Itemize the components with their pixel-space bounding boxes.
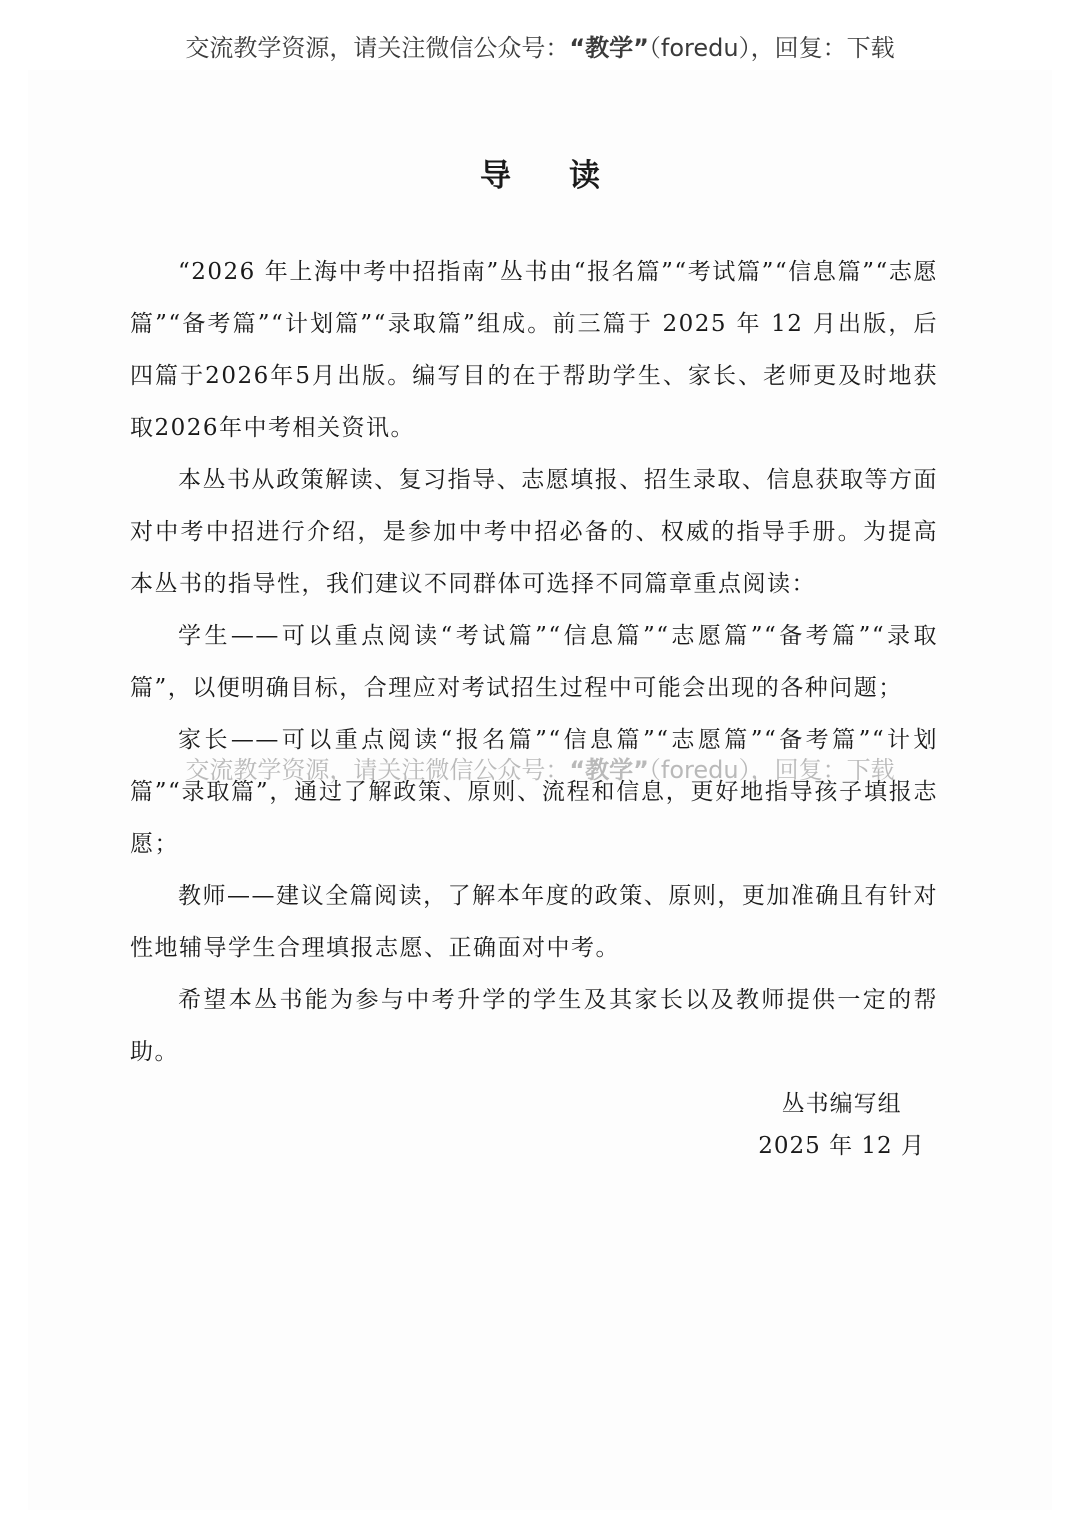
paragraph-intro: “2026 年上海中考中招指南”丛书由“报名篇”“考试篇”“信息篇”“志愿篇”“备考篇”“计划篇”“录取篇”组成。前三篇于 2025 年 12 月出版，后四篇于2026年5月出版。编写目的在于帮助学生、家长、老师更及时地获取2026年中考相关资讯。: [130, 259, 938, 441]
paragraph-closing: 希望本丛书能为参与中考升学的学生及其家长以及教师提供一定的帮助。: [130, 987, 938, 1065]
watermark-prefix: 交流教学资源，请关注微信公众号：: [185, 34, 570, 62]
signature-block: [758, 1083, 925, 1167]
watermark-top: [0, 28, 1080, 63]
watermark-prefix: 交流教学资源，请关注微信公众号：: [185, 756, 570, 784]
watermark-brand: “教学”: [569, 34, 649, 62]
paragraph-parents: 家长——可以重点阅读“报名篇”“信息篇”“志愿篇”“备考篇”“计划篇”“录取篇”，通过了解政策、原则、流程和信息，更好地指导孩子填报志愿；: [130, 727, 938, 857]
paragraph-teachers: 教师——建议全篇阅读，了解本年度的政策、原则，更加准确且有针对性地辅导学生合理填报志愿、正确面对中考。: [130, 883, 938, 961]
paragraph-students: 学生——可以重点阅读“考试篇”“信息篇”“志愿篇”“备考篇”“录取篇”，以便明确目标，合理应对考试招生过程中可能会出现的各种问题；: [130, 623, 938, 701]
signature-author: 丛书编写组: [781, 1091, 902, 1117]
watermark-middle: [0, 750, 1080, 785]
signature-date: 2025 年 12 月: [758, 1133, 925, 1159]
document-body: [130, 246, 938, 1078]
watermark-suffix: （foredu），回复：下载: [648, 34, 895, 62]
paragraph-overview: 本丛书从政策解读、复习指导、志愿填报、招生录取、信息获取等方面对中考中招进行介绍，是参加中考中招必备的、权威的指导手册。为提高本丛书的指导性，我们建议不同群体可选择不同篇章重点阅读：: [130, 467, 938, 597]
watermark-brand: “教学”: [569, 756, 649, 784]
page-title: 导读: [480, 158, 658, 194]
watermark-suffix: （foredu），回复：下载: [648, 756, 895, 784]
